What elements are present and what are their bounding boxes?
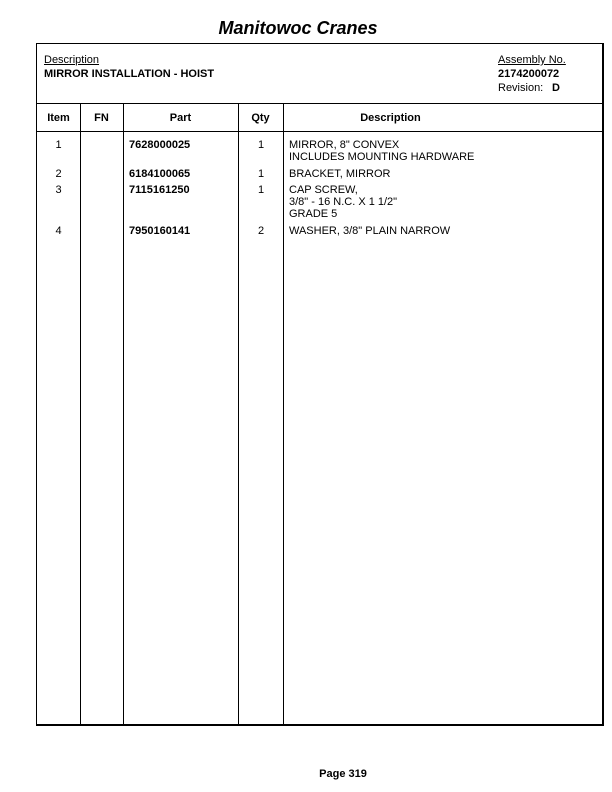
column-header-item: Item bbox=[47, 112, 70, 124]
quantity: 2 bbox=[257, 225, 265, 237]
part-number: 7628000025 bbox=[129, 139, 191, 151]
part-description bbox=[289, 225, 450, 237]
table-header bbox=[37, 104, 602, 132]
column-divider bbox=[80, 104, 81, 724]
description-label: Description bbox=[44, 54, 100, 66]
assembly-number: 2174200072 bbox=[498, 68, 560, 80]
column-header-qty: Qty bbox=[251, 112, 270, 124]
page-number: Page 319 bbox=[319, 768, 367, 780]
revision-label: Revision: bbox=[498, 82, 544, 94]
page-title: Manitowoc Cranes bbox=[218, 18, 378, 38]
item-number: 2 bbox=[55, 168, 62, 180]
assembly-description: MIRROR INSTALLATION - HOIST bbox=[44, 68, 215, 80]
description-line: 3/8" - 16 N.C. X 1 1/2" bbox=[289, 196, 398, 208]
description-line: GRADE 5 bbox=[289, 208, 338, 220]
quantity: 1 bbox=[257, 168, 265, 180]
column-header-description: Description bbox=[360, 112, 421, 124]
description-line: MIRROR, 8" CONVEX bbox=[289, 139, 400, 151]
part-number: 7115161250 bbox=[129, 184, 190, 196]
item-number: 3 bbox=[55, 184, 62, 196]
quantity: 1 bbox=[257, 184, 265, 196]
part-description bbox=[289, 168, 390, 180]
part-number: 6184100065 bbox=[129, 168, 191, 180]
part-description bbox=[289, 139, 474, 163]
column-divider bbox=[123, 104, 124, 724]
assembly-number-label: Assembly No. bbox=[498, 54, 566, 66]
part-description bbox=[289, 184, 397, 220]
parts-list-frame bbox=[36, 43, 604, 726]
column-divider bbox=[283, 104, 284, 724]
item-number: 4 bbox=[55, 225, 62, 237]
quantity: 1 bbox=[257, 139, 265, 151]
part-number: 7950160141 bbox=[129, 225, 191, 237]
column-header-fn: FN bbox=[94, 112, 109, 124]
assembly-header bbox=[37, 44, 602, 104]
column-divider bbox=[238, 104, 239, 724]
item-number: 1 bbox=[55, 139, 62, 151]
description-line: INCLUDES MOUNTING HARDWARE bbox=[289, 151, 475, 163]
description-line: CAP SCREW, bbox=[289, 184, 358, 196]
description-line: BRACKET, MIRROR bbox=[289, 168, 391, 180]
column-header-part: Part bbox=[169, 112, 192, 124]
revision-value: D bbox=[552, 82, 560, 94]
description-line: WASHER, 3/8" PLAIN NARROW bbox=[289, 225, 451, 237]
